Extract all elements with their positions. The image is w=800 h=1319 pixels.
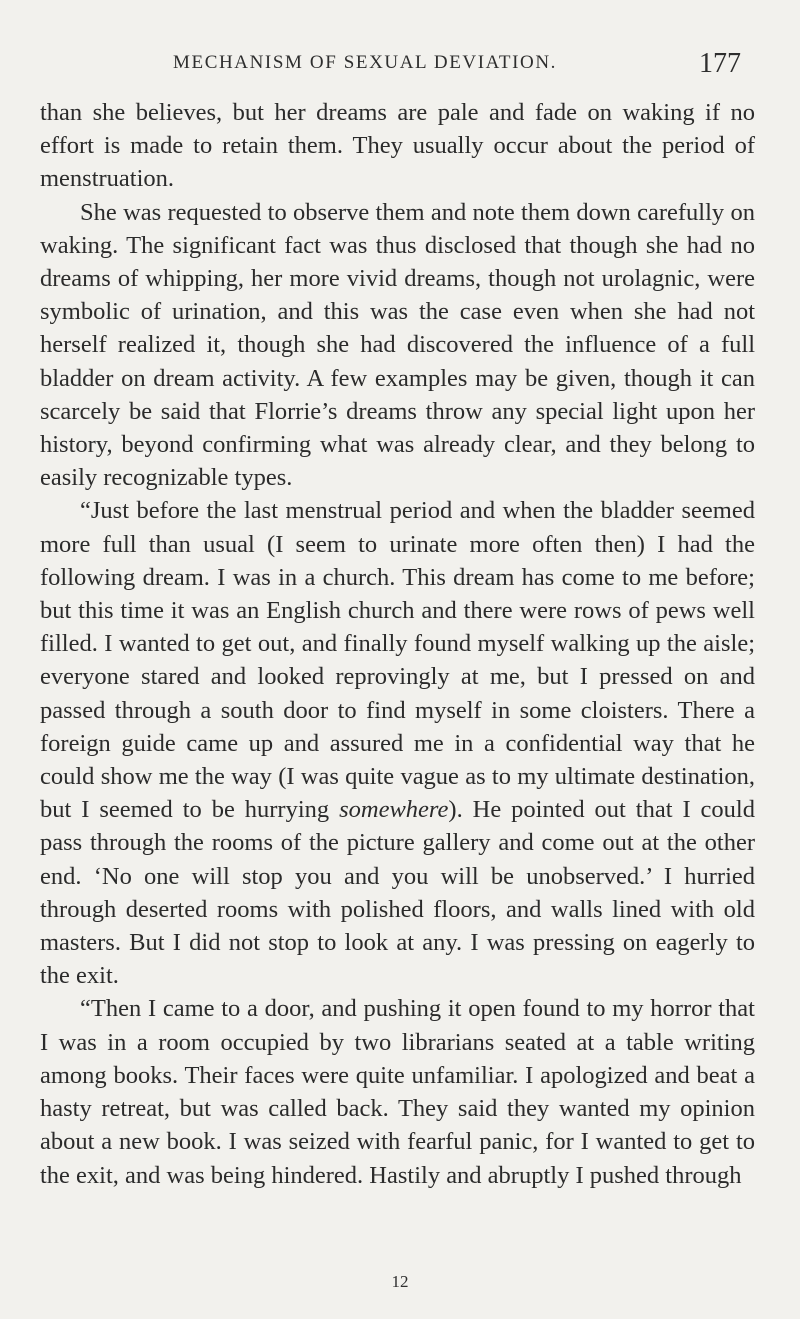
paragraph-3-text-a: “Just before the last menstrual period and when the bladder seemed more full than usual (I seem to urinate more often then) I had the following dream. I was in a church. This dream has come to me before; but this time it was an English church and there were rows of pews well filled. I wanted to get out, and finally found myself walking up the aisle; everyone stared and looked reprovingly at me, but I pressed on and passed through a south door to find myself in some cloisters. There a foreign guide came up and assured me in a confidential way that he could show me the way (I was quite vague as to my ultimate destination, but I seemed to be hurrying bbox=[40, 497, 755, 824]
emphasis-somewhere: somewhere bbox=[339, 796, 449, 824]
body-text bbox=[40, 96, 755, 1192]
signature-mark: 12 bbox=[391, 1272, 409, 1291]
paragraph-4: “Then I came to a door, and pushing it open found to my horror that I was in a room occupied by two librarians seated at a table writing among books. Their faces were quite unfamiliar. I apologized and beat a hasty retreat, but was called back. They said they wanted my opinion about a new book. I was seized with fearful panic, for I wanted to get to the exit, and was being hindered. Hastily and abruptly I pushed through bbox=[40, 995, 755, 1189]
paragraph-2: She was requested to observe them and note them down carefully on waking. The significant fact was thus disclosed that though she had no dreams of whipping, her more vivid dreams, though not urolagnic, were symbolic of urination, and this was the case even when she had not herself realized it, though she had discovered the influence of a full bladder on dream activity. A few examples may be given, though it can scarcely be said that Florrie’s dreams throw any special light upon her history, beyond confirming what was already clear, and they belong to easily recognizable types. bbox=[40, 198, 755, 492]
page-number: 177 bbox=[699, 48, 741, 79]
paragraph-1: than she believes, but her dreams are pale and fade on waking if no effort is made to retain them. They usually occur about the period of menstruation. bbox=[40, 99, 755, 193]
paragraph-3-text-b: ). He pointed out that I could pass through the rooms of the picture gallery and come out at the other end. ‘No one will stop you and you will be unobserved.’ I hurried through deserted rooms with polished floors, and walls lined with old masters. But I did not stop to look at any. I was pressing on eagerly to the exit. bbox=[40, 796, 755, 990]
running-head bbox=[0, 48, 800, 82]
paragraph-3 bbox=[40, 494, 755, 992]
running-title: MECHANISM OF SEXUAL DEVIATION. bbox=[173, 52, 558, 73]
